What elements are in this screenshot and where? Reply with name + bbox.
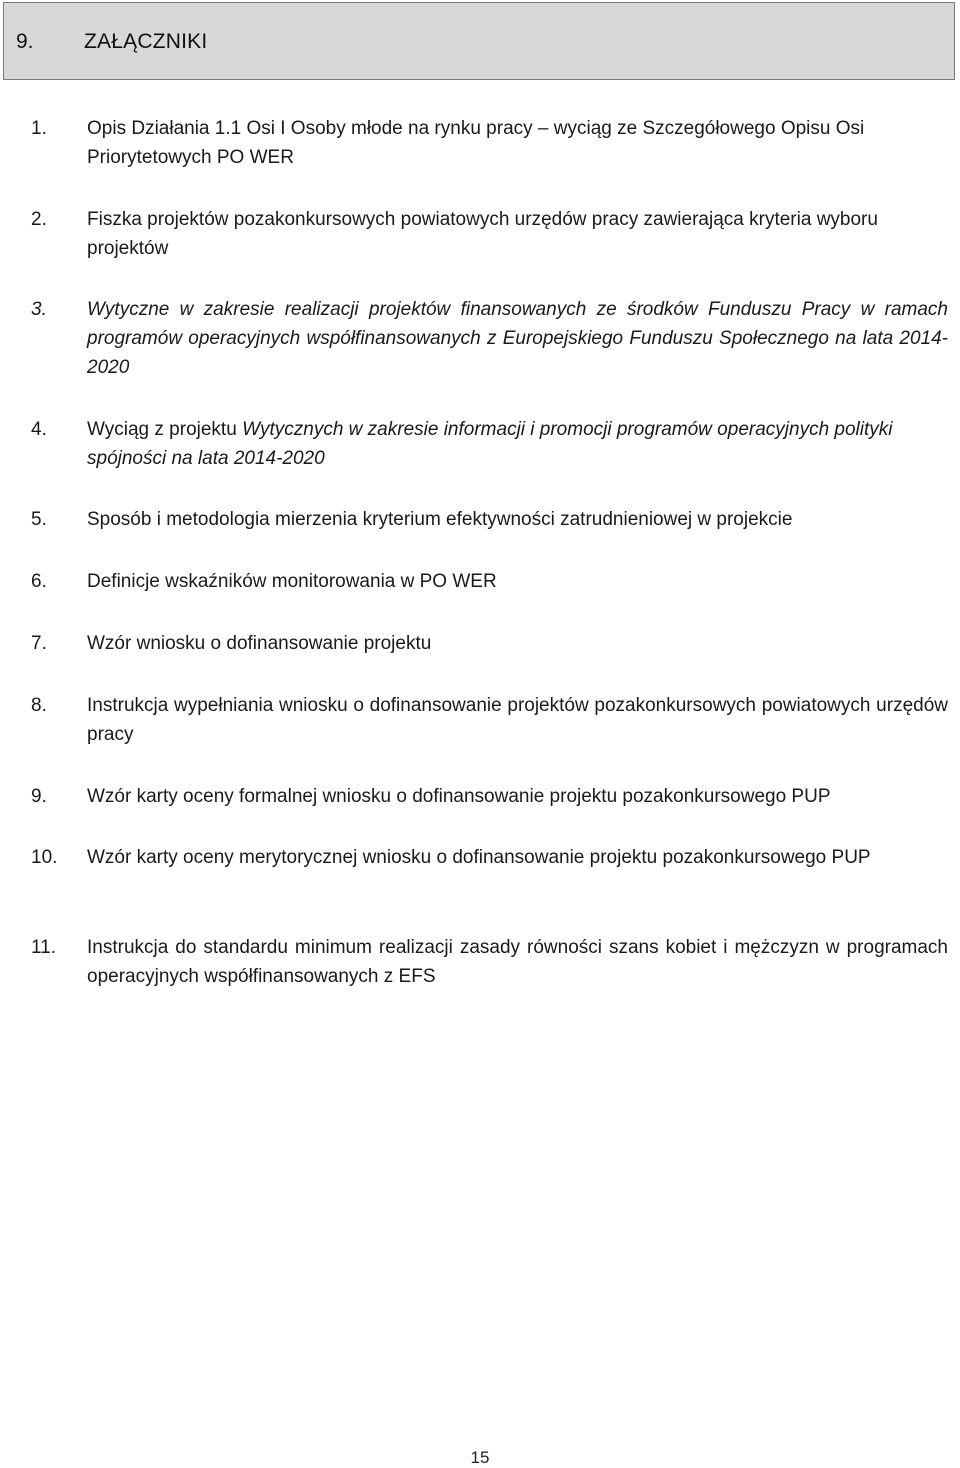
list-item-text: Wzór wniosku o dofinansowanie projektu bbox=[87, 633, 432, 654]
list-item-number: 10. bbox=[31, 847, 58, 868]
list-item-number: 2. bbox=[31, 209, 47, 230]
list-item-number: 4. bbox=[31, 419, 47, 440]
list-item-text-italic: Wytycznych w zakresie informacji i promocji programów operacyjnych polityki spójności na lata 2014-2020 bbox=[87, 419, 893, 469]
list-item-number: 9. bbox=[31, 786, 47, 807]
list-item-text: Sposób i metodologia mierzenia kryterium efektywności zatrudnieniowej w projekcie bbox=[87, 509, 793, 530]
list-item-text: Fiszka projektów pozakonkursowych powiatowych urzędów pracy zawierająca kryteria wyboru projektów bbox=[87, 209, 878, 259]
section-title: ZAŁĄCZNIKI bbox=[84, 30, 208, 53]
list-item-number: 8. bbox=[31, 695, 47, 716]
list-item-text-prefix: Wyciąg z projektu bbox=[87, 419, 243, 440]
list-item-text: Instrukcja wypełniania wniosku o dofinansowanie projektów pozakonkursowych powiatowych urzędów pracy bbox=[87, 695, 948, 745]
list-item-number: 7. bbox=[31, 633, 47, 654]
list-item-number: 11. bbox=[31, 937, 57, 958]
list-item-number: 3. bbox=[31, 299, 47, 320]
list-item-text: Opis Działania 1.1 Osi I Osoby młode na rynku pracy – wyciąg ze Szczegółowego Opisu Osi Priorytetowych PO WER bbox=[87, 118, 865, 168]
list-item-number: 5. bbox=[31, 509, 47, 530]
section-header bbox=[3, 2, 955, 80]
list-item-text: Wzór karty oceny merytorycznej wniosku o dofinansowanie projektu pozakonkursowego PUP bbox=[87, 847, 871, 868]
list-item-text: Instrukcja do standardu minimum realizacji zasady równości szans kobiet i mężczyzn w programach operacyjnych współfinansowanych z EFS bbox=[87, 937, 948, 987]
list-item-number: 1. bbox=[31, 118, 47, 139]
list-item-text: Wzór karty oceny formalnej wniosku o dofinansowanie projektu pozakonkursowego PUP bbox=[87, 786, 831, 807]
list-item-text: Wytyczne w zakresie realizacji projektów finansowanych ze środków Funduszu Pracy w ramach programów operacyjnych współfinansowanych z Europejskiego Funduszu Społecznego na lata 2014-2020 bbox=[87, 299, 948, 378]
list-item-text bbox=[87, 415, 948, 473]
list-item-text: Definicje wskaźników monitorowania w PO WER bbox=[87, 571, 497, 592]
page-number: 15 bbox=[470, 1448, 490, 1467]
list-item-number: 6. bbox=[31, 571, 47, 592]
section-number: 9. bbox=[16, 30, 34, 53]
